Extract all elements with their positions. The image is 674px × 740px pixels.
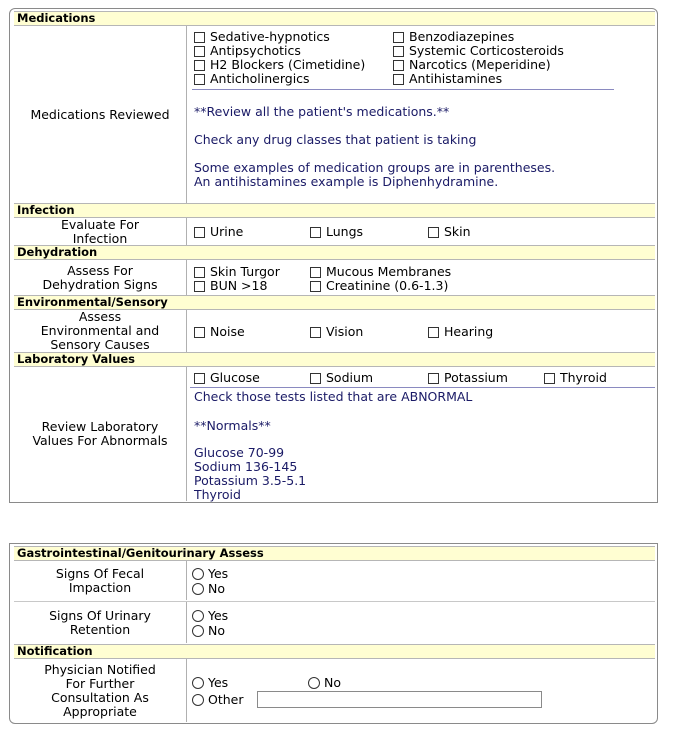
checkbox-bun[interactable]: BUN >18 bbox=[194, 279, 267, 293]
radio-icon[interactable] bbox=[192, 694, 204, 706]
section-header-infection: Infection bbox=[14, 203, 655, 218]
medications-review-note: **Review all the patient's medications.** bbox=[194, 104, 450, 119]
checkbox-icon[interactable] bbox=[194, 267, 205, 278]
section-header-notification: Notification bbox=[14, 644, 655, 659]
notification-yes-radio[interactable]: Yes bbox=[192, 676, 228, 690]
checkbox-icon[interactable] bbox=[393, 46, 404, 57]
divider bbox=[192, 89, 614, 90]
medications-reviewed-label: Medications Reviewed bbox=[14, 26, 187, 203]
radio-icon[interactable] bbox=[192, 625, 204, 637]
dehydration-label: Assess For Dehydration Signs bbox=[14, 260, 187, 295]
checkbox-creatinine[interactable]: Creatinine (0.6-1.3) bbox=[310, 279, 448, 293]
divider bbox=[190, 387, 655, 388]
section-header-dehydration: Dehydration bbox=[14, 245, 655, 260]
checkbox-sedative-hypnotics[interactable]: Sedative-hypnotics bbox=[194, 30, 330, 44]
medications-check-note: Check any drug classes that patient is taking bbox=[194, 132, 477, 147]
radio-icon[interactable] bbox=[308, 677, 320, 689]
checkbox-noise[interactable]: Noise bbox=[194, 325, 245, 339]
notification-no-radio[interactable]: No bbox=[308, 676, 341, 690]
checkbox-anticholinergics[interactable]: Anticholinergics bbox=[194, 72, 310, 86]
section-header-laboratory: Laboratory Values bbox=[14, 352, 655, 367]
checkbox-icon[interactable] bbox=[194, 373, 205, 384]
environmental-label: Assess Environmental and Sensory Causes bbox=[14, 310, 187, 352]
checkbox-potassium[interactable]: Potassium bbox=[428, 371, 508, 385]
checkbox-icon[interactable] bbox=[194, 46, 205, 57]
checkbox-systemic-corticosteroids[interactable]: Systemic Corticosteroids bbox=[393, 44, 564, 58]
checkbox-icon[interactable] bbox=[393, 32, 404, 43]
checkbox-icon[interactable] bbox=[428, 227, 439, 238]
notification-row bbox=[14, 659, 655, 722]
checkbox-hearing[interactable]: Hearing bbox=[428, 325, 493, 339]
environmental-row bbox=[14, 310, 655, 352]
checkbox-lungs[interactable]: Lungs bbox=[310, 225, 363, 239]
section-header-environmental: Environmental/Sensory bbox=[14, 295, 655, 310]
checkbox-sodium[interactable]: Sodium bbox=[310, 371, 373, 385]
radio-icon[interactable] bbox=[192, 568, 204, 580]
section-header-gastrointestinal: Gastrointestinal/Genitourinary Assess bbox=[14, 546, 655, 561]
checkbox-glucose[interactable]: Glucose bbox=[194, 371, 260, 385]
checkbox-narcotics[interactable]: Narcotics (Meperidine) bbox=[393, 58, 551, 72]
urinary-yes-radio[interactable]: Yes bbox=[192, 609, 228, 623]
checkbox-icon[interactable] bbox=[194, 60, 205, 71]
radio-icon[interactable] bbox=[192, 583, 204, 595]
checkbox-skin-turgor[interactable]: Skin Turgor bbox=[194, 265, 280, 279]
assessment-panel-top bbox=[9, 8, 658, 503]
other-text-field[interactable] bbox=[257, 691, 542, 708]
checkbox-icon[interactable] bbox=[393, 74, 404, 85]
infection-row bbox=[14, 218, 655, 245]
physician-notified-label: Physician Notified For Further Consultation As Appropriate bbox=[14, 659, 187, 722]
laboratory-check-note: Check those tests listed that are ABNORMAL bbox=[194, 389, 473, 404]
checkbox-skin[interactable]: Skin bbox=[428, 225, 471, 239]
urinary-no-radio[interactable]: No bbox=[192, 624, 225, 638]
radio-icon[interactable] bbox=[192, 610, 204, 622]
fecal-no-radio[interactable]: No bbox=[192, 582, 225, 596]
checkbox-icon[interactable] bbox=[194, 327, 205, 338]
medications-examples-note-2: An antihistamines example is Diphenhydramine. bbox=[194, 174, 499, 189]
checkbox-icon[interactable] bbox=[428, 327, 439, 338]
checkbox-icon[interactable] bbox=[310, 373, 321, 384]
laboratory-row bbox=[14, 367, 655, 501]
normal-glucose: Glucose 70-99 bbox=[194, 445, 285, 460]
checkbox-mucous-membranes[interactable]: Mucous Membranes bbox=[310, 265, 451, 279]
checkbox-icon[interactable] bbox=[194, 227, 205, 238]
checkbox-vision[interactable]: Vision bbox=[310, 325, 363, 339]
medications-row bbox=[14, 26, 655, 203]
checkbox-icon[interactable] bbox=[544, 373, 555, 384]
fecal-impaction-row bbox=[14, 561, 655, 600]
dehydration-row bbox=[14, 260, 655, 295]
checkbox-icon[interactable] bbox=[194, 74, 205, 85]
laboratory-label: Review Laboratory Values For Abnormals bbox=[14, 367, 187, 501]
checkbox-benzodiazepines[interactable]: Benzodiazepines bbox=[393, 30, 514, 44]
assessment-panel-bottom bbox=[9, 543, 658, 724]
section-header-medications: Medications bbox=[14, 11, 655, 26]
checkbox-icon[interactable] bbox=[310, 227, 321, 238]
normal-thyroid: Thyroid bbox=[194, 487, 241, 502]
infection-label: Evaluate For Infection bbox=[14, 218, 187, 245]
checkbox-icon[interactable] bbox=[393, 60, 404, 71]
checkbox-urine[interactable]: Urine bbox=[194, 225, 243, 239]
radio-icon[interactable] bbox=[192, 677, 204, 689]
checkbox-icon[interactable] bbox=[428, 373, 439, 384]
notification-other-radio[interactable]: Other bbox=[192, 693, 244, 707]
urinary-retention-label: Signs Of Urinary Retention bbox=[14, 602, 187, 643]
fecal-yes-radio[interactable]: Yes bbox=[192, 567, 228, 581]
checkbox-antipsychotics[interactable]: Antipsychotics bbox=[194, 44, 301, 58]
urinary-retention-row bbox=[14, 602, 655, 643]
normal-potassium: Potassium 3.5-5.1 bbox=[194, 473, 307, 488]
checkbox-h2-blockers[interactable]: H2 Blockers (Cimetidine) bbox=[194, 58, 365, 72]
checkbox-icon[interactable] bbox=[194, 32, 205, 43]
normal-sodium: Sodium 136-145 bbox=[194, 459, 298, 474]
checkbox-icon[interactable] bbox=[310, 267, 321, 278]
medications-examples-note-1: Some examples of medication groups are in parentheses. bbox=[194, 160, 556, 175]
fecal-impaction-label: Signs Of Fecal Impaction bbox=[14, 561, 187, 600]
laboratory-normals-heading: **Normals** bbox=[194, 418, 271, 433]
checkbox-icon[interactable] bbox=[194, 281, 205, 292]
checkbox-thyroid[interactable]: Thyroid bbox=[544, 371, 607, 385]
checkbox-icon[interactable] bbox=[310, 327, 321, 338]
checkbox-icon[interactable] bbox=[310, 281, 321, 292]
checkbox-antihistamines[interactable]: Antihistamines bbox=[393, 72, 502, 86]
